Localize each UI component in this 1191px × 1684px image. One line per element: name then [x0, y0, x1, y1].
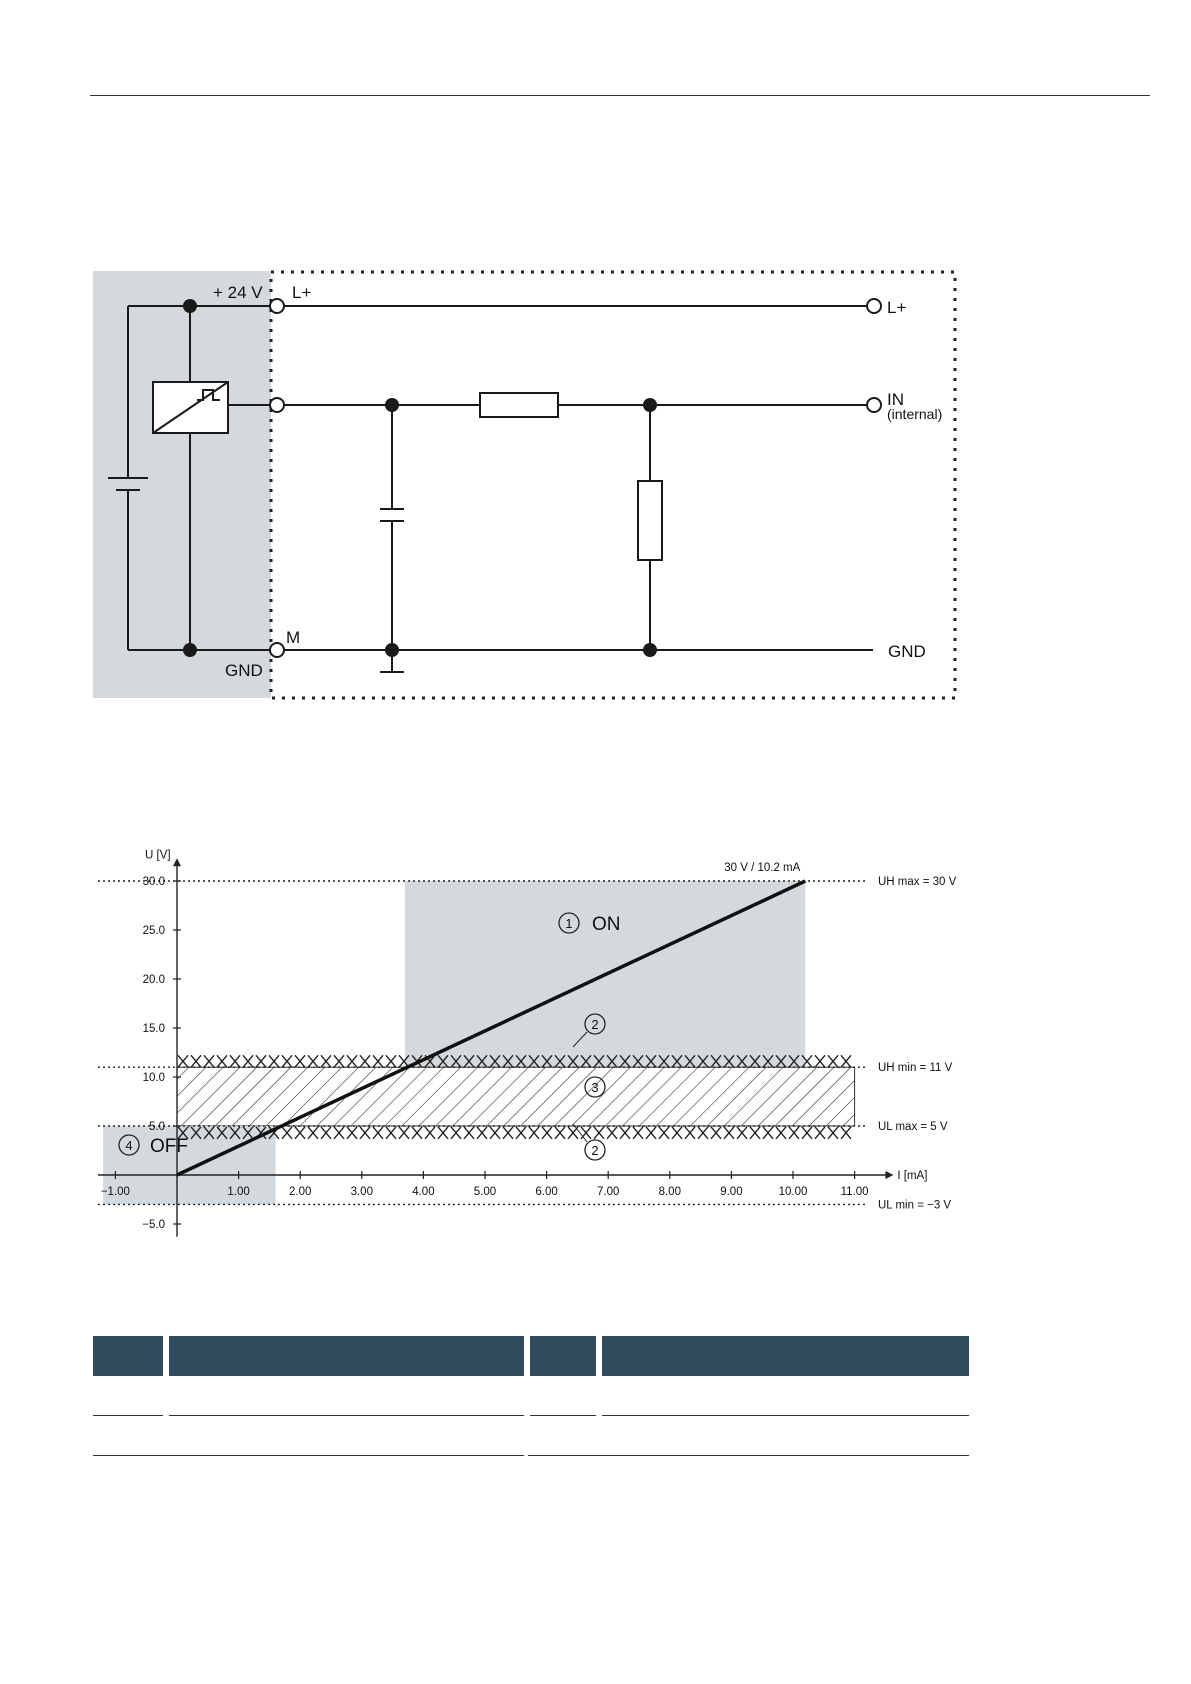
region-off-label: OFF — [150, 1136, 188, 1157]
x-tick-label: 5.00 — [473, 1186, 497, 1198]
marker-cross-lower-number: 2 — [591, 1143, 599, 1158]
table-header-cell — [602, 1336, 969, 1376]
x-tick-label: 10.00 — [778, 1186, 808, 1198]
x-tick-label: 8.00 — [658, 1186, 681, 1198]
y-tick-label: 20.0 — [142, 974, 165, 986]
x-tick-label: 4.00 — [412, 1186, 435, 1198]
marker-off-number: 4 — [125, 1138, 133, 1153]
table-header-cell — [169, 1336, 524, 1376]
region-on-label: ON — [592, 914, 621, 935]
y-tick-label: 15.0 — [142, 1023, 165, 1035]
data-table — [93, 1336, 969, 1456]
label-lplus-left: L+ — [292, 283, 312, 302]
label-gnd-left: GND — [225, 661, 263, 680]
reference-line-label: UH max = 30 V — [878, 876, 957, 888]
table-header-cell — [530, 1336, 596, 1376]
y-tick-label: 25.0 — [142, 925, 165, 937]
x-axis-label: I [mA] — [897, 1170, 928, 1182]
x-tick-label: 6.00 — [535, 1186, 558, 1198]
y-tick-label: 5.0 — [149, 1121, 165, 1133]
label-gnd-right: GND — [888, 642, 926, 661]
reference-line-label: UL min = −3 V — [878, 1199, 952, 1212]
endpoint-label: 30 V / 10.2 mA — [724, 862, 801, 874]
label-in: IN — [887, 390, 904, 409]
x-tick-label: 2.00 — [289, 1186, 312, 1198]
band-transition-region — [177, 1067, 855, 1126]
marker-transition-number: 3 — [591, 1080, 599, 1095]
y-axis-label: U [V] — [145, 849, 171, 862]
table-header — [93, 1336, 969, 1376]
x-tick-label: 11.00 — [840, 1186, 869, 1198]
x-tick-label: 7.00 — [597, 1186, 620, 1198]
table-header-cell — [93, 1336, 163, 1376]
label-in-internal: (internal) — [887, 406, 943, 422]
label-lplus-right: L+ — [887, 298, 907, 317]
table-row — [93, 1416, 969, 1456]
x-axis-arrow — [885, 1171, 893, 1179]
y-tick-label: −5.0 — [142, 1219, 165, 1231]
reference-line-label: UL max = 5 V — [878, 1121, 948, 1133]
y-tick-label: 10.0 — [142, 1072, 165, 1084]
label-24v: + 24 V — [213, 283, 263, 302]
y-axis-arrow — [173, 858, 181, 866]
reference-line-label: UH min = 11 V — [878, 1062, 953, 1075]
marker-cross-upper-number: 2 — [591, 1017, 599, 1032]
x-tick-label: −1.00 — [100, 1186, 130, 1198]
x-tick-label: 1.00 — [227, 1186, 250, 1198]
x-tick-label: 3.00 — [350, 1186, 373, 1198]
table-row — [93, 1376, 969, 1416]
marker-on-number: 1 — [565, 916, 573, 931]
label-m: M — [286, 628, 301, 647]
y-tick-label: 30.0 — [142, 876, 165, 888]
x-tick-label: 9.00 — [720, 1186, 743, 1198]
